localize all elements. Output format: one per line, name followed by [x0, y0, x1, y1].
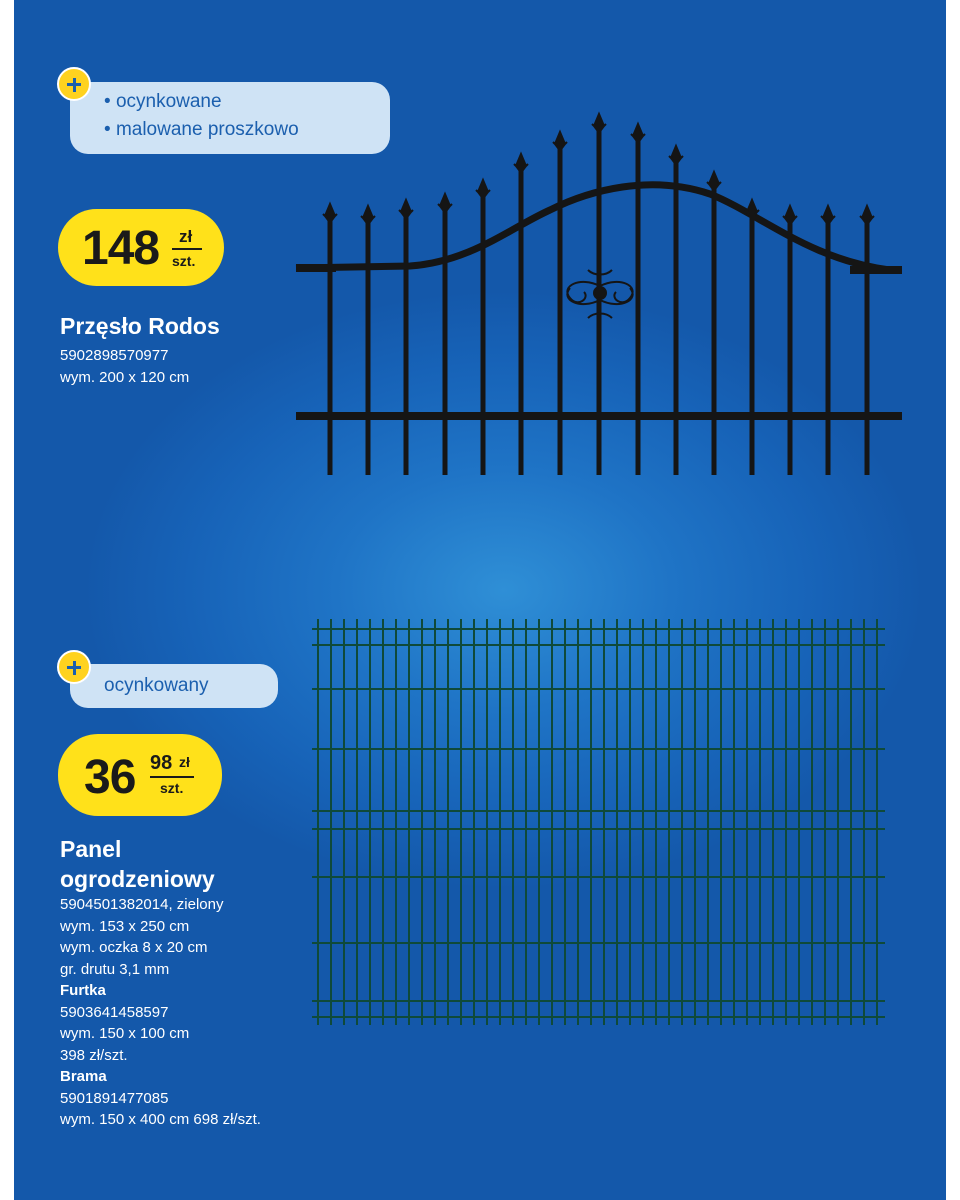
detail-heading-gate: Furtka: [60, 982, 106, 999]
price-currency: zł: [179, 754, 190, 770]
fence-bar: [636, 140, 641, 475]
price-badge-panel: [58, 734, 222, 816]
product-dimensions: wym. 200 x 120 cm: [60, 368, 190, 386]
spear-tip: [860, 206, 874, 222]
product-info-panel: [60, 894, 261, 1131]
detail-heading-wide-gate: Brama: [60, 1068, 107, 1085]
spear-tip: [631, 124, 645, 140]
price-cents: 98: [150, 752, 173, 774]
fence-bar: [788, 222, 793, 475]
fence-bar: [366, 222, 371, 475]
fence-bar: [674, 162, 679, 475]
spear-tip: [323, 204, 337, 220]
spear-tip: [399, 200, 413, 216]
fence-bar: [865, 222, 870, 475]
detail-line: gr. drutu 3,1 mm: [60, 960, 170, 978]
fence-bar: [597, 130, 602, 475]
detail-line: wym. 150 x 100 cm: [60, 1025, 190, 1042]
plus-icon: [57, 650, 91, 684]
fence-bar: [519, 170, 524, 475]
spear-tip: [514, 154, 528, 170]
detail-line: 5901891477085: [60, 1089, 169, 1107]
spear-tip: [783, 206, 797, 222]
fence-bar: [328, 220, 333, 475]
fence-bar: [558, 148, 563, 475]
product-title-rodos: Przęsło Rodos: [60, 313, 220, 339]
price-currency: zł: [179, 227, 193, 246]
title-line-1: Panel: [60, 836, 122, 862]
fence-bar: [481, 196, 486, 475]
left-border: [0, 0, 14, 1200]
detail-line: 5904501382014, zielony: [60, 896, 224, 913]
fence-bar: [404, 216, 409, 475]
spear-tip: [592, 114, 606, 130]
price-main: 148: [82, 222, 160, 275]
price-unit: szt.: [172, 253, 196, 269]
spear-tip: [669, 146, 683, 162]
price-unit: szt.: [160, 780, 184, 796]
plus-icon: [57, 67, 91, 101]
spear-tip: [438, 194, 452, 210]
detail-line: wym. oczka 8 x 20 cm: [60, 939, 208, 956]
title-line-2: ogrodzeniowy: [60, 866, 215, 892]
fence-bar: [443, 210, 448, 475]
detail-line: 5903641458597: [60, 1003, 169, 1021]
mesh: [312, 619, 885, 1025]
spear-tip: [476, 180, 490, 196]
spear-tip: [553, 132, 567, 148]
product-code: 5902898570977: [60, 347, 169, 364]
feature-powder-coated: • malowane proszkowo: [104, 116, 390, 144]
fence-rodos-image: [290, 110, 910, 480]
price-badge-rodos: [58, 209, 224, 286]
feature-galvanized: • ocynkowane: [104, 88, 390, 116]
price-divider: [150, 776, 194, 778]
feature-galvanized-panel: ocynkowany: [104, 675, 209, 696]
spear-tip: [361, 206, 375, 222]
spear-tip: [707, 172, 721, 188]
feature-pill-panel: [70, 664, 278, 708]
detail-line: 398 zł/szt.: [60, 1046, 128, 1064]
detail-line: wym. 150 x 400 cm 698 zł/szt.: [60, 1111, 261, 1128]
spear-tip: [821, 206, 835, 222]
product-info-rodos: [60, 345, 189, 388]
price-divider: [172, 248, 202, 250]
spear-tip: [745, 200, 759, 216]
fence-bar: [826, 222, 831, 475]
right-border: [946, 0, 960, 1200]
detail-line: wym. 153 x 250 cm: [60, 917, 190, 935]
fence-bar: [712, 188, 717, 475]
product-title-panel: [60, 834, 215, 894]
price-main: 36: [84, 751, 136, 804]
fence-bar: [750, 216, 755, 475]
fence-panel-image: [310, 615, 890, 1030]
